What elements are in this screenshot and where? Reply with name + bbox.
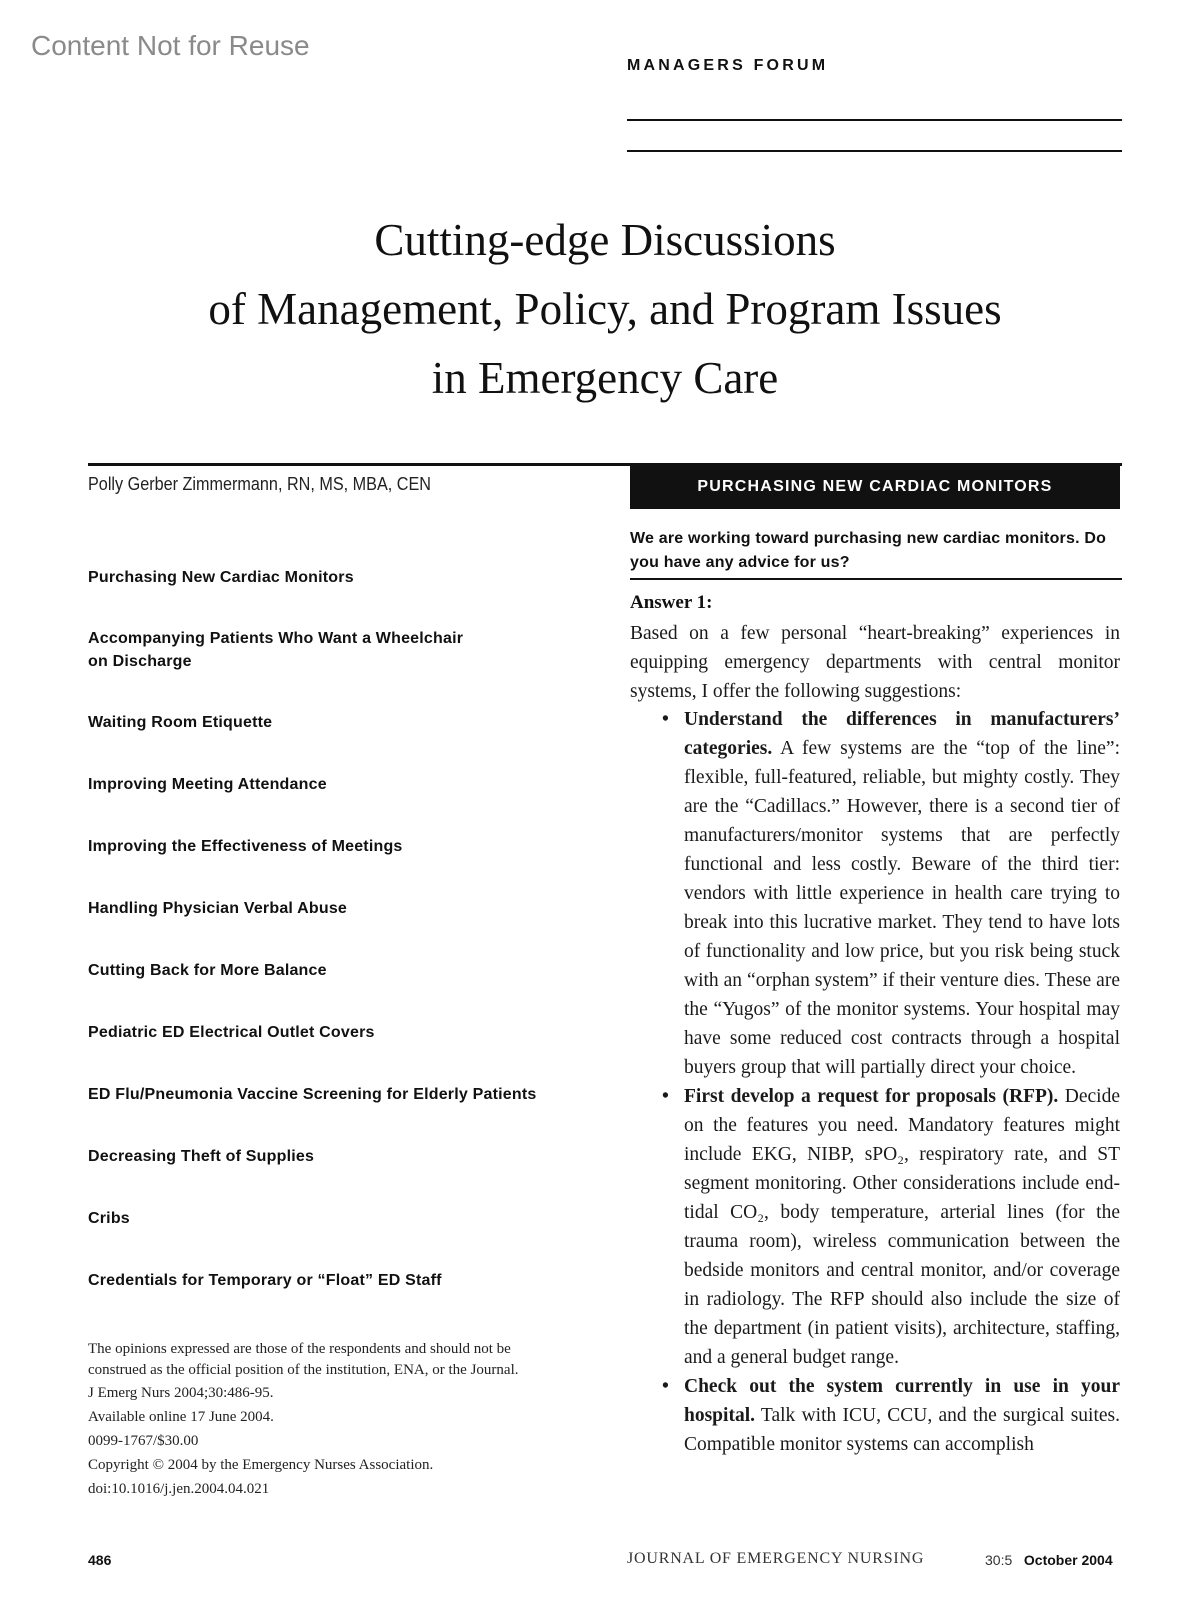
page-title — [0, 206, 1200, 413]
section-label: MANAGERS FORUM — [627, 57, 829, 74]
disclaimer-line-2: construed as the official position of the institution, ENA, or the Journal. — [88, 1362, 519, 1378]
suggestion-list — [660, 705, 1120, 1459]
question-rule — [630, 578, 1122, 580]
title-line-3: in Emergency Care — [431, 353, 779, 403]
suggestion-lead: Understand the differences in manufacturers’ categories. — [684, 709, 1120, 759]
page-number: 486 — [88, 1552, 112, 1568]
article-banner: PURCHASING NEW CARDIAC MONITORS — [630, 464, 1120, 509]
topic-item: Accompanying Patients Who Want a Wheelchair — [88, 630, 464, 647]
title-line-1: Cutting-edge Discussions — [374, 215, 836, 265]
copyright: Copyright © 2004 by the Emergency Nurses Association. — [88, 1457, 434, 1473]
journal-name: JOURNAL OF EMERGENCY NURSING — [627, 1550, 925, 1567]
publication-footnote — [88, 1339, 608, 1501]
answer-intro: Based on a few personal “heart-breaking” experiences in equipping emergency departments with central monitor systems, I offer the following suggestions: — [630, 623, 1120, 702]
suggestion-lead: First develop a request for proposals (RFP). — [684, 1086, 1059, 1107]
topic-item: Handling Physician Verbal Abuse — [88, 900, 348, 917]
answer-label: Answer 1: — [630, 592, 713, 613]
volume-issue: 30:5 — [985, 1552, 1013, 1568]
topic-item: Waiting Room Etiquette — [88, 714, 273, 731]
topic-item-continuation: on Discharge — [88, 653, 192, 670]
title-line-2: of Management, Policy, and Program Issues — [208, 284, 1002, 334]
header-rule-top — [627, 119, 1122, 121]
header-rule-bottom — [627, 150, 1122, 152]
suggestion-item — [660, 705, 1120, 1082]
issue-date: October 2004 — [1023, 1552, 1113, 1568]
suggestion-lead: Check out the system currently in use in your hospital. — [684, 1376, 1120, 1426]
issn: 0099-1767/$30.00 — [88, 1433, 199, 1449]
topic-item: Cutting Back for More Balance — [88, 962, 327, 979]
watermark: Content Not for Reuse — [31, 30, 310, 61]
bullet-icon: • — [662, 1376, 669, 1397]
suggestion-text: Decide on the features you need. Mandatory features might include EKG, NIBP, sPO₂, respiratory rate, and ST segment monitoring. Other considerations include end-tidal CO₂, body temperature, arterial lines (for the trauma room), wireless communication between the bedside monitors and central monitor, and/or coverage in radiology. The RFP should also include the size of the department (in patient visits), architecture, staffing, and a general budget range. — [684, 1086, 1120, 1368]
topic-item: Pediatric ED Electrical Outlet Covers — [88, 1024, 375, 1041]
bullet-icon: • — [662, 709, 669, 730]
bullet-icon: • — [662, 1086, 669, 1107]
doi: doi:10.1016/j.jen.2004.04.021 — [88, 1481, 270, 1497]
author-byline: Polly Gerber Zimmermann, RN, MS, MBA, CEN — [88, 474, 431, 494]
suggestion-text: Talk with ICU, CCU, and the surgical suites. Compatible monitor systems can accomplish — [684, 1405, 1120, 1455]
topic-item: Improving Meeting Attendance — [88, 776, 327, 793]
disclaimer-line-1: The opinions expressed are those of the respondents and should not be — [88, 1341, 511, 1357]
issue-info — [985, 1552, 1113, 1568]
suggestion-item — [660, 1082, 1120, 1372]
topic-item: Decreasing Theft of Supplies — [88, 1148, 315, 1165]
suggestion-item — [660, 1372, 1120, 1459]
topic-item: Purchasing New Cardiac Monitors — [88, 569, 354, 586]
topic-item: Improving the Effectiveness of Meetings — [88, 838, 403, 855]
suggestion-text: A few systems are the “top of the line”: flexible, full-featured, reliable, but mighty costly. They are the “Cadillacs.” However, there is a second tier of manufacturers/monitor systems that are perfectly functional and less costly. Beware of the third tier: vendors with little experience in health care trying to break into this lucrative market. They tend to have lots of functionality and low price, but you risk being stuck with an “orphan system” if their venture dies. These are the “Yugos” of the monitor systems. Your hospital may have some reduced cost contracts through a hospital buyers group that will partially direct your choice. — [684, 738, 1120, 1078]
topic-item: Cribs — [88, 1210, 130, 1227]
article-question: We are working toward purchasing new cardiac monitors. Do you have any advice for us? — [630, 530, 1107, 571]
topic-item: ED Flu/Pneumonia Vaccine Screening for Elderly Patients — [88, 1086, 537, 1103]
citation: J Emerg Nurs 2004;30:486-95. — [88, 1385, 274, 1401]
topic-item: Credentials for Temporary or “Float” ED Staff — [88, 1272, 442, 1289]
available-online: Available online 17 June 2004. — [88, 1409, 274, 1425]
